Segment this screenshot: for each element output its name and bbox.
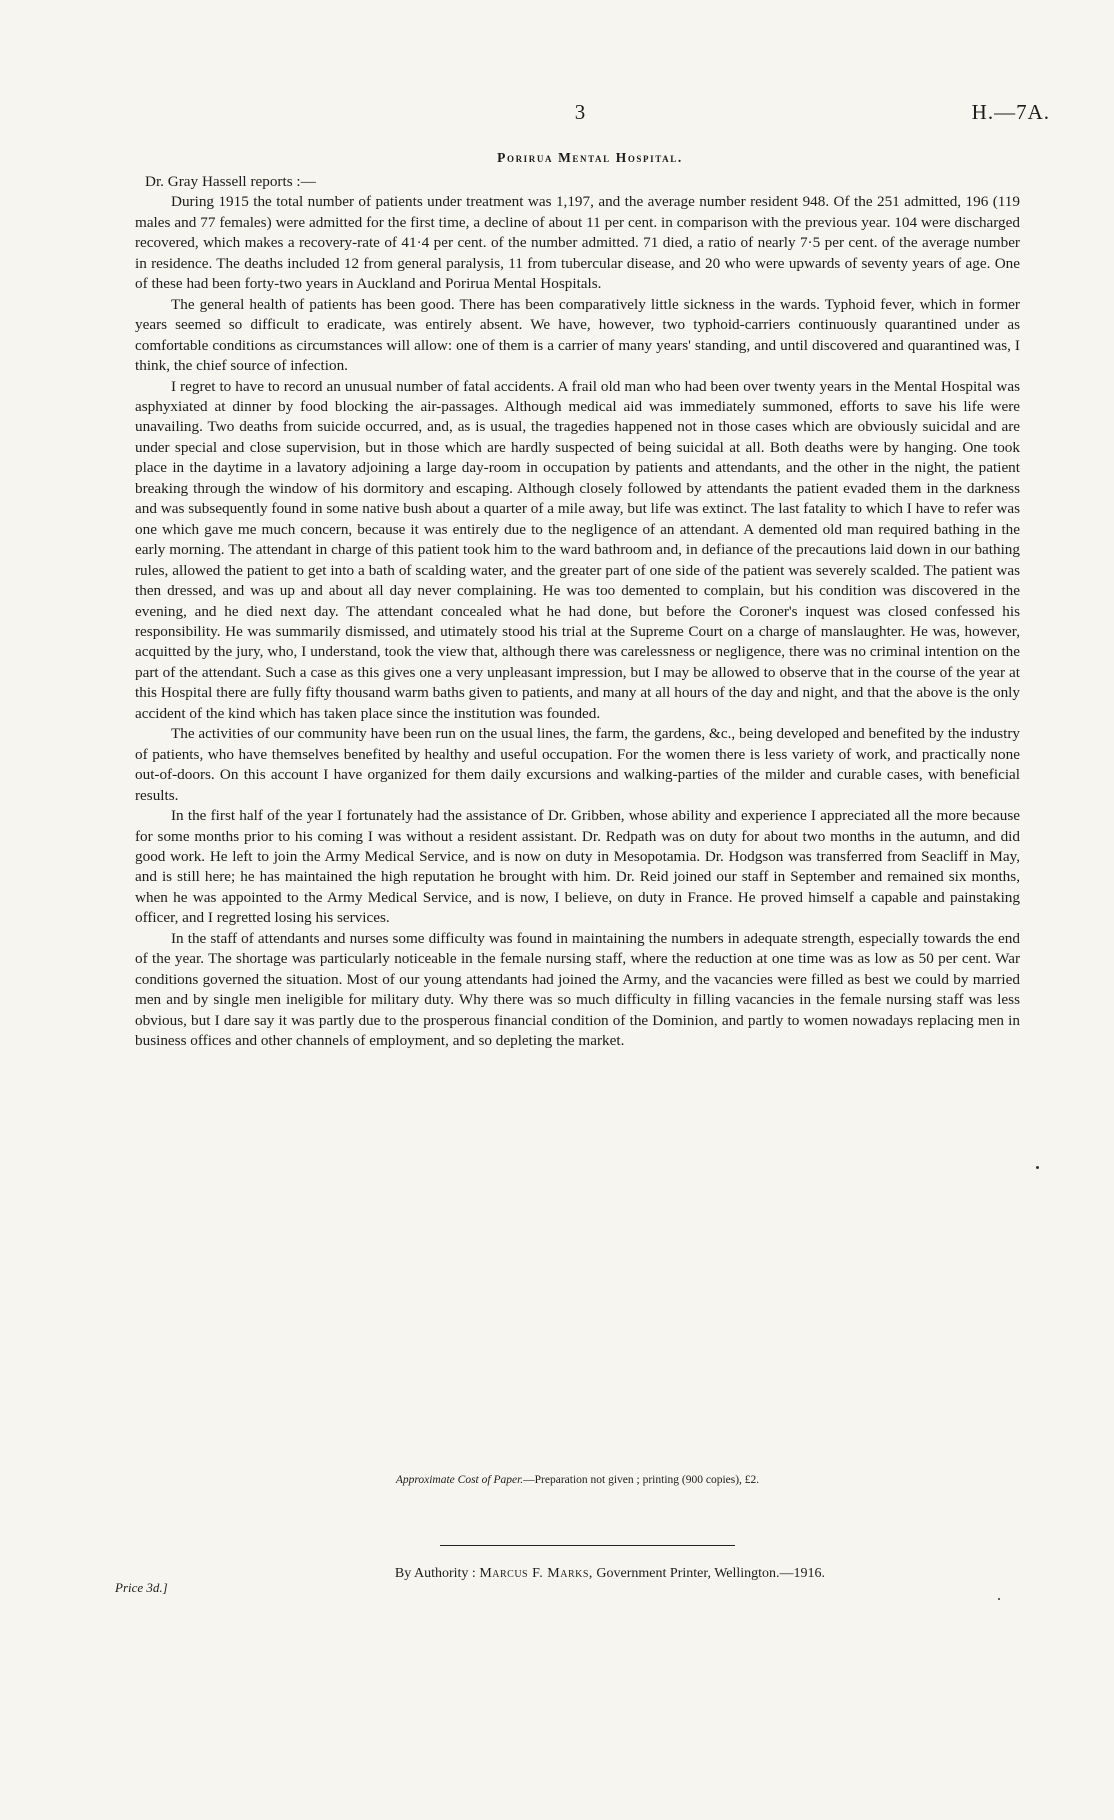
section-heading: Porirua Mental Hospital. bbox=[497, 150, 683, 165]
report-body bbox=[135, 172, 1020, 1051]
imprint-printer-name: Marcus F. Marks, bbox=[479, 1566, 593, 1581]
scan-speck bbox=[998, 1598, 1000, 1600]
cost-note-detail: —Preparation not given ; printing (900 copies), £2. bbox=[523, 1474, 760, 1486]
paragraph-community-activities: The activities of our community have been run on the usual lines, the farm, the gardens, &c., being developed and benefited by the industry of patients, who have themselves benefited by healthy and useful occupation. For the women there is less variety of work, and practically none out-of-doors. On this account I have organized for them daily excursions and walking-parties of the milder and curable cases, with beneficial results. bbox=[135, 725, 1020, 804]
scan-speck bbox=[1036, 1166, 1039, 1169]
paragraph-statistics: During 1915 the total number of patients under treatment was 1,197, and the average number resident 948. Of the 251 admitted, 196 (119 males and 77 females) were admitted for the first time, a decline of about 11 per cent. in comparison with the previous year. 104 were discharged recovered, which makes a recovery-rate of 41·4 per cent. of the number admitted. 71 died, a ratio of nearly 7·5 per cent. of the average number in residence. The deaths included 12 from general paralysis, 11 from tubercular disease, and 20 who were upwards of seventy years of age. One of these had been forty-two years in Auckland and Porirua Mental Hospitals. bbox=[135, 193, 1020, 293]
imprint-suffix: Government Printer, Wellington.—1916. bbox=[596, 1566, 826, 1581]
paragraph-attendants-nurses: In the staff of attendants and nurses some difficulty was found in maintaining the numbers in adequate strength, especially towards the end of the year. The shortage was particularly noticeable in the female nursing staff, where the reduction at one time was as low as 50 per cent. War conditions governed the situation. Most of our young attendants had joined the Army, and the vacancies were filled as best we could by married men and by single men ineligible for military duty. Why there was so much difficulty in filling vacancies in the female nursing staff was less obvious, but I dare say it was partly due to the prosperous financial condition of the Dominion, and partly to women nowadays replacing men in business offices and other channels of employment, and so depleting the market. bbox=[135, 929, 1020, 1050]
price-label: Price 3d.] bbox=[115, 1580, 168, 1595]
page-number: 3 bbox=[574, 100, 586, 124]
printer-imprint bbox=[250, 1566, 970, 1582]
footer-divider bbox=[440, 1545, 735, 1546]
cost-note bbox=[135, 1474, 1020, 1486]
cost-note-label: Approximate Cost of Paper. bbox=[395, 1474, 524, 1486]
imprint-prefix: By Authority : bbox=[394, 1566, 476, 1581]
paragraph-fatal-accidents: I regret to have to record an unusual number of fatal accidents. A frail old man who had been over twenty years in the Mental Hospital was asphyxiated at dinner by food blocking the air-passages. Although medical aid was immediately summoned, efforts to save his life were unavailing. Two deaths from suicide occurred, and, as is usual, the tragedies happened not in those cases which are obviously suicidal and are under special and close supervision, but in those which are hardly suspected of being suicidal at all. Both deaths were by hanging. One took place in the daytime in a lavatory adjoining a large day-room in occupation by patients and attendants, and the other in the night, the patient breaking through the window of his dormitory and escaping. Although closely followed by attendants the patient evaded them in the darkness and was subsequently found in some native bush about a quarter of a mile away, but life was extinct. The last fatality to which I have to refer was one which gave me much concern, because it was entirely due to the negligence of an attendant. A demented old man required bathing in the early morning. The attendant in charge of this patient took him to the ward bathroom and, in defiance of the precautions laid down in our bathing rules, allowed the patient to get into a bath of scalding water, and the greater part of one side of the patient was severely scalded. The patient was then dressed, and was up and about all day never complaining. He was too demented to complain, but his condition was discovered in the evening, and he died next day. The attendant concealed what he had done, but before the Coroner's inquest was closed confessed his responsibility. He was summarily dismissed, and utimately stood his trial at the Supreme Court on a charge of manslaughter. He was, however, acquitted by the jury, who, I understand, took the view that, although there was carelessness or negligence, there was no criminal intention on the part of the attendant. Such a case as this gives one a very unpleasant impression, but I may be allowed to observe that in the course of the year at this Hospital there are fully fifty thousand warm baths given to patients, and many at all hours of the day and night, and that the above is the only accident of the kind which has taken place since the institution was founded. bbox=[135, 377, 1020, 722]
paragraph-general-health: The general health of patients has been good. There has been comparatively little sickness in the wards. Typhoid fever, which in former years seemed so difficult to eradicate, was entirely absent. We have, however, two typhoid-carriers continuously quarantined under as comfortable conditions as circumstances will allow: one of them is a carrier of many years' standing, and until discovered and quarantined was, I think, the chief source of infection. bbox=[135, 295, 1020, 375]
report-intro: Dr. Gray Hassell reports :— bbox=[145, 173, 316, 190]
paragraph-medical-staff: In the first half of the year I fortunately had the assistance of Dr. Gribben, whose ability and experience I appreciated all the more because for some months prior to his coming I was without a resident assistant. Dr. Redpath was on duty for about two months in the autumn, and did good work. He left to join the Army Medical Service, and is now on duty in Mesopotamia. Dr. Hodgson was transferred from Seacliff in May, and is still here; he has maintained the high reputation he brought with him. Dr. Reid joined our staff in September and remained six months, when he was appointed to the Army Medical Service, and is now, I believe, on duty in France. He proved himself a capable and painstaking officer, and I regretted losing his services. bbox=[135, 807, 1020, 927]
document-reference: H.—7A. bbox=[971, 100, 1050, 124]
